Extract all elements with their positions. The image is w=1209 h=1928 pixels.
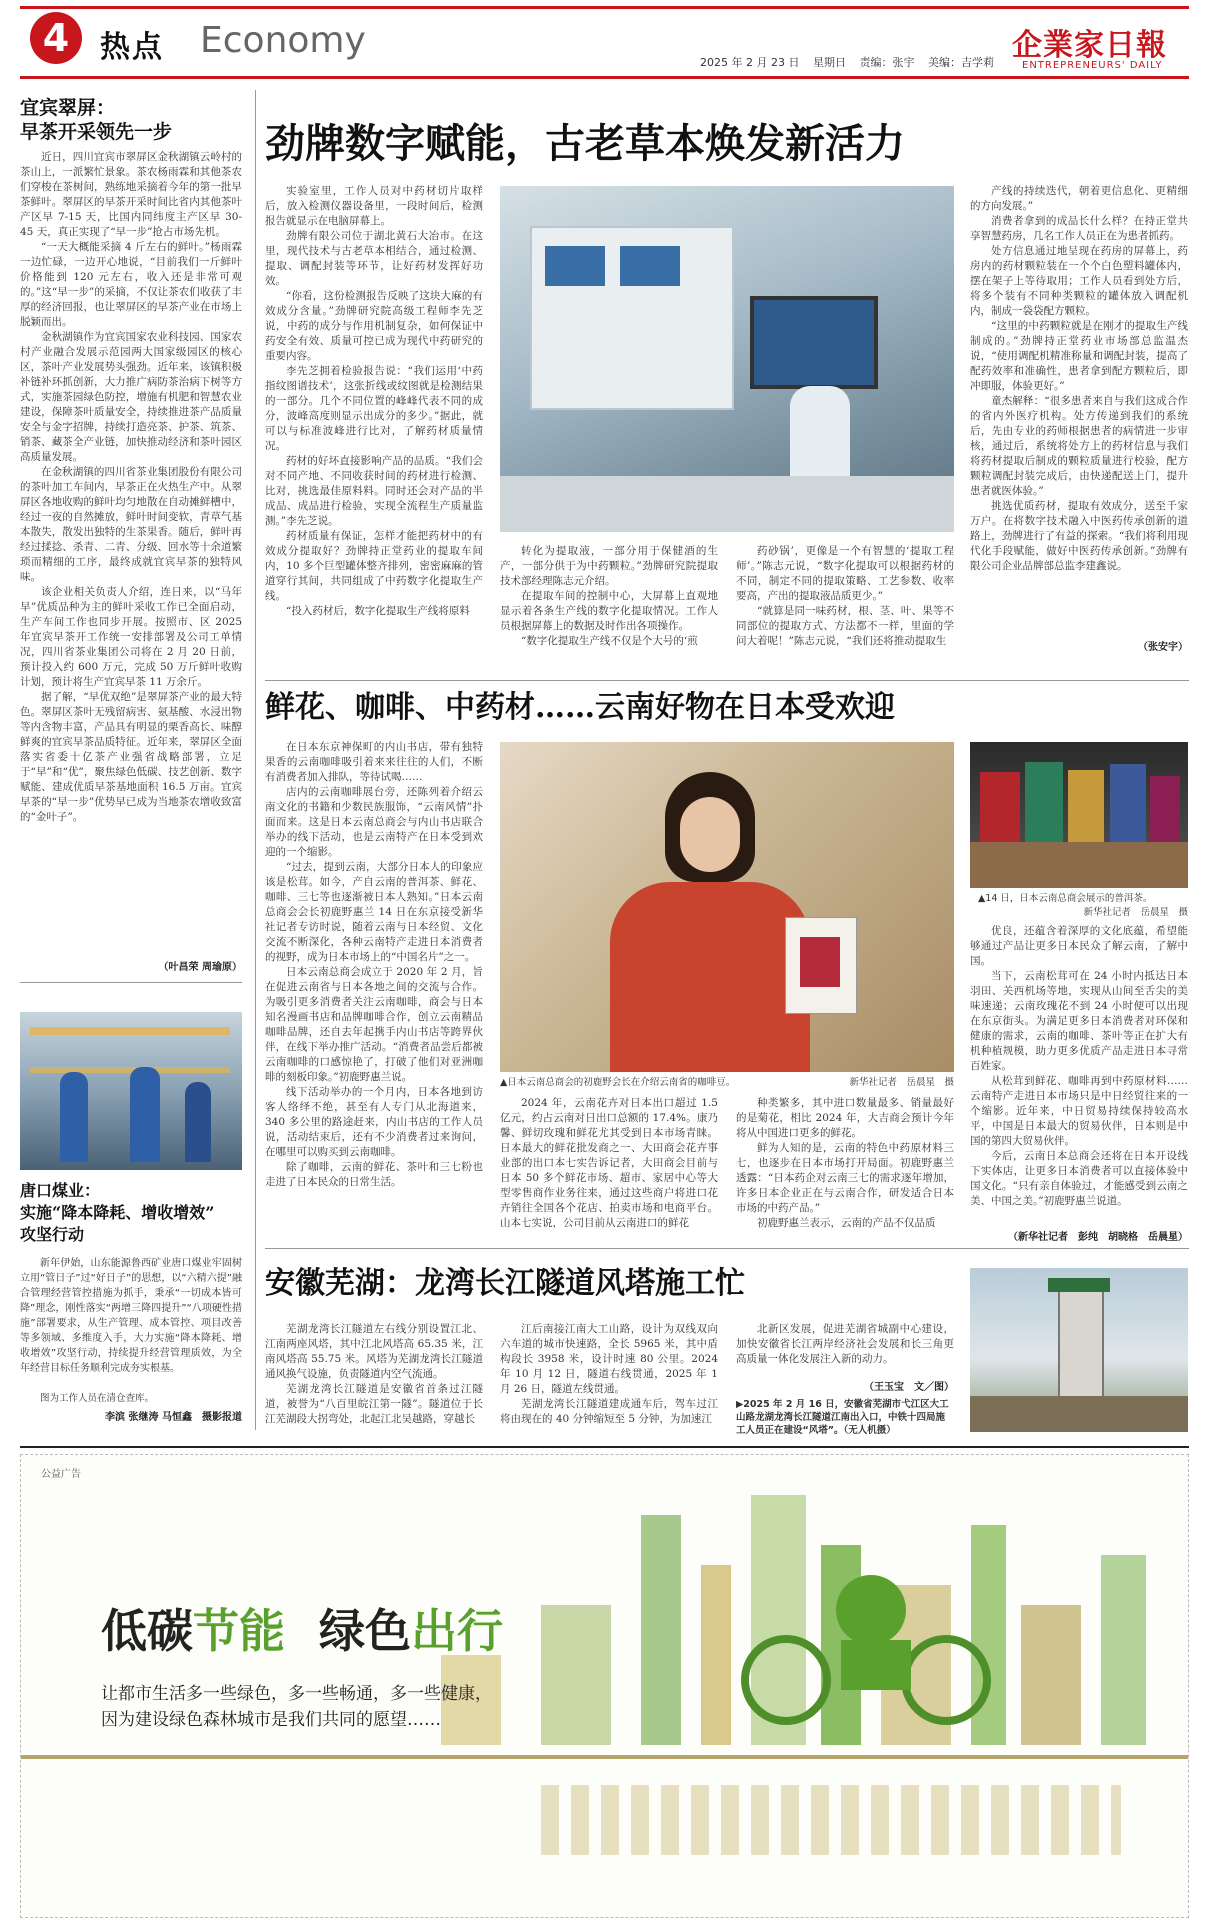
article2-column2 <box>500 1096 718 1240</box>
left-bottom-title-line1: 唐口煤业： <box>20 1181 101 1200</box>
editor-credit: 责编：张宇 <box>859 56 915 69</box>
left-bottom-body <box>20 1256 242 1386</box>
tea-photo-credit: 新华社记者 岳晨星 摄 <box>1083 907 1188 918</box>
article2-column4 <box>970 924 1188 1230</box>
left-top-title-line2: 早茶开采领先一步 <box>20 121 173 143</box>
article-divider-1 <box>265 680 1189 681</box>
column-divider <box>255 90 256 1430</box>
ad-title-part3: 绿色 <box>319 1604 412 1658</box>
article2-col1-paragraph: 在日本东京神保町的内山书店，带有独特果香的云南咖啡吸引着来来往往的人们，不断有消费者加入排队，等待试喝…… <box>265 741 483 783</box>
article1-col1-paragraph: “你看，这份检测报告反映了这块大麻的有效成分含量。”劲牌研究院高级工程师李先芝说，中药的成分与作用机制复杂，如何保证中药安全有效、质量可控已成为现代中药研究的重要内容。 <box>265 290 483 362</box>
ad-cyclist-icon <box>741 1575 1001 1725</box>
ad-title-part2: 节能 <box>193 1604 285 1658</box>
article1-col1-paragraph: 劲牌有限公司位于湖北黄石大冶市。在这里，现代技术与古老草本相结合，通过检测、提取、调配封装等环节，让好药材发挥好功效。 <box>265 230 483 287</box>
article1-col1-paragraph: 药材的好坏直接影响产品的品质。“我们会对不同产地、不同收获时间的药材进行检测、比对，挑选最佳原料料。同时还会对产品的半成品、成品进行检验，实现全流程生产质量监测。”李先芝说。 <box>265 455 483 527</box>
public-ad <box>20 1454 1189 1918</box>
article1-col1-paragraph: 实验室里，工作人员对中药材切片取样后，放入检测仪器设备里，一段时间后，检测报告就显示在电脑屏幕上。 <box>265 185 483 227</box>
article3-headline: 安徽芜湖：龙湾长江隧道风塔施工忙 <box>265 1266 745 1301</box>
article2-col3-paragraph: 初鹿野惠兰表示，云南的产品不仅品质 <box>757 1217 936 1229</box>
article2-col1-paragraph: 除了咖啡，云南的鲜花、茶叶和三七粉也走进了日本民众的日常生活。 <box>265 1161 483 1188</box>
ad-label: 公益广告 <box>41 1469 81 1480</box>
left-top-body <box>20 150 242 950</box>
article1-col4-paragraph: 挑选优质药材，提取有效成分，送至千家万户。在将数字技术融入中医药传承创新的道路上，劲牌进行了有益的探索。“我们将利用现代化手段赋能，做好中医药传承创新。”劲牌有限公司企业品牌部总监李建鑫说。 <box>970 500 1188 572</box>
lab-photo <box>500 186 954 532</box>
article1-col2-paragraph: “数字化提取生产线不仅是个大号的‘煎 <box>521 635 698 647</box>
page-number: 4 <box>42 16 70 60</box>
left-bottom-title <box>20 1180 214 1246</box>
article2-col4-paragraph: 从松茸到鲜花、咖啡再到中药原材料……云南特产走进日本市场只是中日经贸往来的一个缩影。近年来，中日贸易持续保持较高水平，中国是日本最大的贸易伙伴，日本则是中国的第四大贸易伙伴。 <box>970 1075 1188 1147</box>
article3-column1 <box>265 1322 483 1432</box>
article1-col4-paragraph: “这里的中药颗粒就是在刚才的提取生产线制成的。”劲牌持正堂药业市场部总监温杰说，“使用调配机精准称量和调配封装，提高了配药效率和准确性，患者拿到配方颗粒后，即冲即服，体验更好。” <box>970 320 1188 392</box>
left-top-paragraph: 在金秋湖镇的四川省茶业集团股份有限公司的茶叶加工车间内，早茶正在火热生产中。从翠屏区各地收购的鲜叶均匀地散在自动摊鲜槽中，经过一夜的自然摊放，鲜叶时间变软，青草气基本散失，散发出独特的生茶果香。随后，鲜叶再经过揉捻、杀青、二青、分级、回水等十余道繁琐而精细的工序，最终成就宜宾早茶的独特风味。 <box>20 466 242 583</box>
issue-date: 2025 年 2 月 23 日 <box>700 56 800 69</box>
left-top-title <box>20 96 172 144</box>
left-top-paragraph: 金秋湖镇作为宜宾国家农业科技园、国家农村产业融合发展示范园两大国家级园区的核心区，茶叶产业发展势头强劲。近年来，该镇积极补链补环抓创新，大力推广病防茶治病下树等方式，实施茶园绿色防控，增施有机肥和智慧农业建设，保障茶叶质量安全，持续推进茶产品质量安全与金字招牌，持续打造亮茶、护茶、筑茶、销茶、藏茶全产业链，加快推动经济和茶叶园区高质量发展。 <box>20 331 242 463</box>
warehouse-photo <box>20 1012 242 1170</box>
article1-col3-paragraph: 药砂锅’，更像是一个有智慧的‘提取工程师’。”陈志元说，“数字化提取可以根据药材的不同，制定不同的提取策略、工艺参数、收率要高，产出的提取液品质更少。” <box>736 545 954 602</box>
article2-col1-paragraph: “过去，提到云南，大部分日本人的印象应该是松茸。如今，产自云南的普洱茶、鲜花、咖啡、三七等也逐渐被日本人熟知。”日本云南总商会会长初鹿野惠兰 14 日在东京接受新华社记者专访时说，随着云南与日本经贸、文化交流不断深化，各种云南特产走进日本消费者的视野，成为日本市场上的“中国名片”之一。 <box>265 861 483 963</box>
article1-col2-paragraph: 转化为提取液，一部分用于保健酒的生产，一部分供于为中药颗粒。”劲牌研究院提取技术部经理陈志元介绍。 <box>500 545 718 587</box>
tea-photo <box>970 742 1188 888</box>
ad-top-rule <box>20 1446 1189 1448</box>
article1-col1-paragraph: 李先芝拥着检验报告说：“我们运用‘中药指纹图谱技术’，这张折线或纹图就是检测结果的一部分。几个不同位置的峰峰代表不同的成分，波峰高度则显示出成分的多少。”据此，就可以与标准波峰进行比对，了解药材质量情况。 <box>265 365 483 452</box>
section-title-en: Economy <box>200 20 366 61</box>
paper-logo: 企業家日報 <box>1012 28 1167 63</box>
article1-column3 <box>736 544 954 668</box>
article2-col3-paragraph: 鲜为人知的是，云南的特色中药原材料三七，也逐步在日本市场打开局面。初鹿野惠兰透露：“日本药企对云南三七的需求逐年增加，许多日本企业正在与云南合作，研发适合日本市场的中药产品。” <box>736 1142 954 1214</box>
left-bottom-footer: 图为工作人员在清仓查库。 <box>40 1393 155 1404</box>
masthead-rule <box>20 76 1189 79</box>
tower-photo <box>970 1268 1188 1432</box>
ad-title <box>101 1595 503 1661</box>
article3-col3-paragraph: 北新区发展，促进芜湖省城副中心建设，加快安徽省长江两岸经济社会发展和长三角更高质量一体化发展注入新的动力。 <box>736 1323 954 1365</box>
ad-slogan-line1: 让都市生活多一些绿色，多一些畅通，多一些健康， <box>101 1684 492 1704</box>
article1-col4-paragraph: 产线的持续迭代，朝着更信息化、更精细的方向发展。” <box>970 185 1188 212</box>
article-divider-2 <box>265 1248 1189 1249</box>
article1-column4 <box>970 184 1188 636</box>
article1-col1-paragraph: 药材质量有保证，怎样才能把药材中的有效成分提取好？劲牌持正堂药业的提取车间内，10 多个巨型罐体整齐排列，密密麻麻的管道穿行其间，共同组成了中药数字化提取生产线。 <box>265 530 483 602</box>
article2-col4-paragraph: 优良，还蕴含着深厚的文化底蕴，希望能够通过产品让更多日本民众了解云南，了解中国。 <box>970 925 1188 967</box>
article2-column3 <box>736 1096 954 1240</box>
tower-photo-caption: ▶2025 年 2 月 16 日，安徽省芜湖市弋江区大工山路龙湖龙湾长江隧道江南出入口，中铁十四局施工人员正在建设“风塔”。（无人机摄） <box>736 1399 949 1436</box>
article2-col4-paragraph: 当下，云南松茸可在 24 小时内抵达日本羽田、关西机场等地，实现从山间至舌尖的美味速递；云南玫瑰花不到 24 小时便可以出现在东京街头。为满足更多日本消费者对环保和健康的需求，云南的咖啡、茶叶等正在扩大有机种植规模，助力更多优质产品走进日本寻常百姓家。 <box>970 970 1188 1072</box>
article2-col4-paragraph: 今后，云南日本总商会还将在日本开设线下实体店，让更多日本消费者可以直接体验中国文化。“只有亲自体验过，才能感受到云南之美、中国之美。”初鹿野惠兰说道。 <box>970 1150 1188 1207</box>
top-rule <box>20 6 1189 9</box>
article3-byline: （王玉宝 文／图） <box>864 1382 954 1393</box>
left-divider <box>20 982 242 983</box>
article2-column1 <box>265 740 483 1240</box>
article1-column1 <box>265 184 483 668</box>
article3-col2-paragraph: 芜湖龙湾长江隧道建成通车后，驾车过江将由现在的 40 分钟缩短至 5 分钟，为加速江 <box>500 1398 718 1425</box>
article2-col1-paragraph: 线下活动举办的一个月内，日本各地到访客人络绎不绝，甚至有人专门从北海道来，340 多公里的路途赶来，内山书店的工作人员说，活动结束后，还有不少消费者过来询问，在哪里可以购买到云南咖啡。 <box>265 1086 483 1158</box>
left-bottom-byline: 李滨 张继涛 马恒鑫 摄影报道 <box>105 1412 242 1423</box>
article3-col1-paragraph: 芜湖龙湾长江隧道是安徽省首条过江隧道，被誉为“八百里皖江第一隧”。隧道位于长江芜湖段大拐弯处，北起江北吴越路，穿越长 <box>265 1383 483 1425</box>
article1-col4-paragraph: 消费者拿到的成品长什么样？在持正堂共享智慧药房，几名工作人员正在为患者抓药。 <box>970 215 1188 242</box>
article3-column3 <box>736 1322 954 1382</box>
interview-photo-caption: ▲日本云南总商会的初鹿野会长在介绍云南省的咖啡豆。 <box>500 1077 736 1088</box>
section-title-cn: 热点 <box>100 30 164 65</box>
article1-col2-paragraph: 在提取车间的控制中心，大屏幕上直观地显示着各条生产线的数字化提取情况。工作人员根据屏幕上的数据及时作出各项操作。 <box>500 590 718 632</box>
interview-photo <box>500 742 954 1072</box>
issue-weekday: 星期日 <box>812 56 846 69</box>
article1-headline: 劲牌数字赋能，古老草本焕发新活力 <box>265 120 905 167</box>
ad-title-part4: 出行 <box>411 1604 504 1658</box>
left-top-paragraph: 近日，四川宜宾市翠屏区金秋湖镇云岭村的茶山上，一派繁忙景象。茶农杨雨霖和其他茶农们穿梭在茶树间，熟练地采摘着今年的第一批早茶鲜叶。翠屏区的早茶开采时间比省内其他茶叶产区早 7-15 天，比国内同纬度主产区早 30- 45 天，真正实现了“早一步”抢占市场先机。 <box>20 151 242 238</box>
left-top-byline: （叶昌荣 周瑜原） <box>158 962 242 973</box>
left-top-paragraph: 该企业相关负责人介绍，连日来，以“马年早”优质品种为主的鲜叶采收工作已全面启动，生产车间工作也同步开展。按照市、区 2025 年宜宾早茶开工作统一安排部署及公司工单情况，四川省茶业集团公司将在 2 月 20 日前，预计投入约 600 万元，完成 50 万斤鲜叶收购计划，预计将生产宜宾早茶 11 万余斤。 <box>20 586 242 688</box>
left-top-paragraph: 据了解，“早优双绝”是翠屏茶产业的最大特色。翠屏区茶叶无残留病害、氨基酸、水浸出物等内含物丰富，产品具有明显的栗香高长、味醇鲜爽的宜宾早茶品质特征。近年来，翠屏区全面落实省委十亿茶产业强省战略部署，立足于“早”和“优”，聚焦绿色低碳、技艺创新、数字赋能、建成优质早茶基地面积 16.5 万亩。宜宾早茶的“早一步”优势早已成为当地茶农增收致富的“金叶子”。 <box>20 691 242 823</box>
article3-col2-paragraph: 江后南接江南大工山路，设计为双线双向六车道的城市快速路，全长 5965 米，其中盾构段长 3958 米，设计时速 80 公里。2024 年 10 月 12 日，隧道右线贯通，2025 年 1 月 26 日，隧道左线贯通。 <box>500 1323 718 1395</box>
masthead-info <box>700 54 994 70</box>
ad-title-part1: 低碳 <box>101 1604 193 1658</box>
article2-col3-paragraph: 种类繁多，其中进口数量最多、销量最好的是菊花，相比 2024 年，大吉商会预计今年将从中国进口更多的鲜花。 <box>736 1097 954 1139</box>
article2-col2-paragraph: 2024 年，云南花卉对日本出口超过 1.5 亿元，约占云南对日出口总额的 17.4%。康乃馨、鲜切玫瑰和鲜花尤其受到日本市场青睐。日本最大的鲜花批发商之一、大田商会花卉事业部的出口本七实告诉记者，大田商会目前与日本 50 多个鲜花市场、超市、家居中心等大型零售商作业务往来，通过这些商户将进口花卉销往全国各个花店、拍卖市场和电商平台。山本七实说，公司目前从云南进口的鲜花 <box>500 1097 718 1229</box>
article3-col1-paragraph: 芜湖龙湾长江隧道左右线分别设置江北、江南两座风塔，其中江北风塔高 65.35 米，江南风塔高 55.75 米。风塔为芜湖龙湾长江隧道通风换气设施，负责隧道内空气流通。 <box>265 1323 483 1380</box>
article3-column2 <box>500 1322 718 1432</box>
article1-col4-paragraph: 童杰解释：“很多患者来自与我们这成合作的省内外医疗机构。处方传递到我们的系统后，先由专业的药师根据患者的病情进一步审核，通过后，系统将处方上的药材信息与我们将药材提取后制成的颗粒质量进行校验，配方颗粒调配封装完成后，由快递配送上门，提升患者就医体验。” <box>970 395 1188 497</box>
article2-col1-paragraph: 店内的云南咖啡展台旁，还陈列着介绍云南文化的书籍和少数民族服饰，“云南风情”扑面而来。这是日本云南总商会与内山书店联合举办的线下活动，也是云南特产在日本受到欢迎的一个缩影。 <box>265 786 483 858</box>
ad-slogan <box>101 1681 492 1733</box>
article1-col3-paragraph: “就算是同一味药材，根、茎、叶、果等不同部位的提取方式、方法都不一样，里面的学问大着呢！”陈志元说，“我们还将推动提取生 <box>736 605 954 647</box>
page-number-badge <box>30 12 82 64</box>
article1-byline: （张安宇） <box>1138 642 1188 653</box>
left-top-title-line1: 宜宾翠屏： <box>20 97 116 119</box>
article2-col1-paragraph: 日本云南总商会成立于 2020 年 2 月，旨在促进云南省与日本各地之间的交流与合作。为吸引更多消费者关注云南咖啡，商会与日本知名漫画书店和品牌咖啡合作，创立云南精品咖啡品牌，还自去年起携手内山书店等跨界伙伴，在线下举办推广活动。“消费者品尝后都被云南咖啡的口感惊艳了，打破了他们对亚洲咖啡的刻板印象。”初鹿野惠兰说。 <box>265 966 483 1083</box>
article2-headline: 鲜花、咖啡、中药材……云南好物在日本受欢迎 <box>265 690 895 725</box>
article1-col1-paragraph: “投入药材后，数字化提取生产线将原料 <box>286 605 470 617</box>
article1-col4-paragraph: 处方信息通过地呈现在药房的屏幕上，药房内的药材颗粒装在一个个白色塑料罐体内，摆在架子上等待取用；工作人员看到处方后，将多个装有不同种类颗粒的罐体放入调配机内，制成一袋袋配方颗粒。 <box>970 245 1188 317</box>
article2-byline: （新华社记者 彭纯 胡晓格 岳晨星） <box>1008 1232 1188 1243</box>
article1-column2 <box>500 544 718 668</box>
designer-credit: 美编：吉学莉 <box>927 56 994 69</box>
left-bottom-paragraph: 新年伊始，山东能源鲁西矿业唐口煤业牢固树立用“管日子”过“好日子”的思想，以“六精六提”融合管理经营管控措施为抓手，秉承“一切成本皆可降”理念，刚性落实“两增三降四提升”“八项硬性措施”部署要求，从生产管理、成本管控、项目改善等多领域、多维度入手，大力实施“降本降耗、增收增效”攻坚行动，持续提升经营管理质效，为全年经营目标任务顺利完成夯实根基。 <box>20 1258 242 1374</box>
interview-photo-credit: 新华社记者 岳晨星 摄 <box>849 1077 954 1088</box>
ad-slogan-line2: 因为建设绿色森林城市是我们共同的愿望…… <box>101 1710 441 1730</box>
tea-photo-caption: ▲14 日，日本云南总商会展示的普洱茶。 <box>978 893 1153 904</box>
paper-logo-en: ENTREPRENEURS' DAILY <box>1022 60 1163 71</box>
left-top-paragraph: “一天大概能采摘 4 斤左右的鲜叶。”杨雨霖一边忙碌，一边开心地说，“目前我们一斤鲜叶价格能到 120 元左右，收入还是非常可观的。”这“早一步”的采摘，不仅让茶农们收获了丰厚的经济回报，也让翠屏区的早茶产业在市场上脱颖而出。 <box>20 241 242 328</box>
left-bottom-title-line3: 攻坚行动 <box>20 1225 85 1244</box>
left-bottom-title-line2: 实施“降本降耗、增收增效” <box>20 1203 215 1222</box>
